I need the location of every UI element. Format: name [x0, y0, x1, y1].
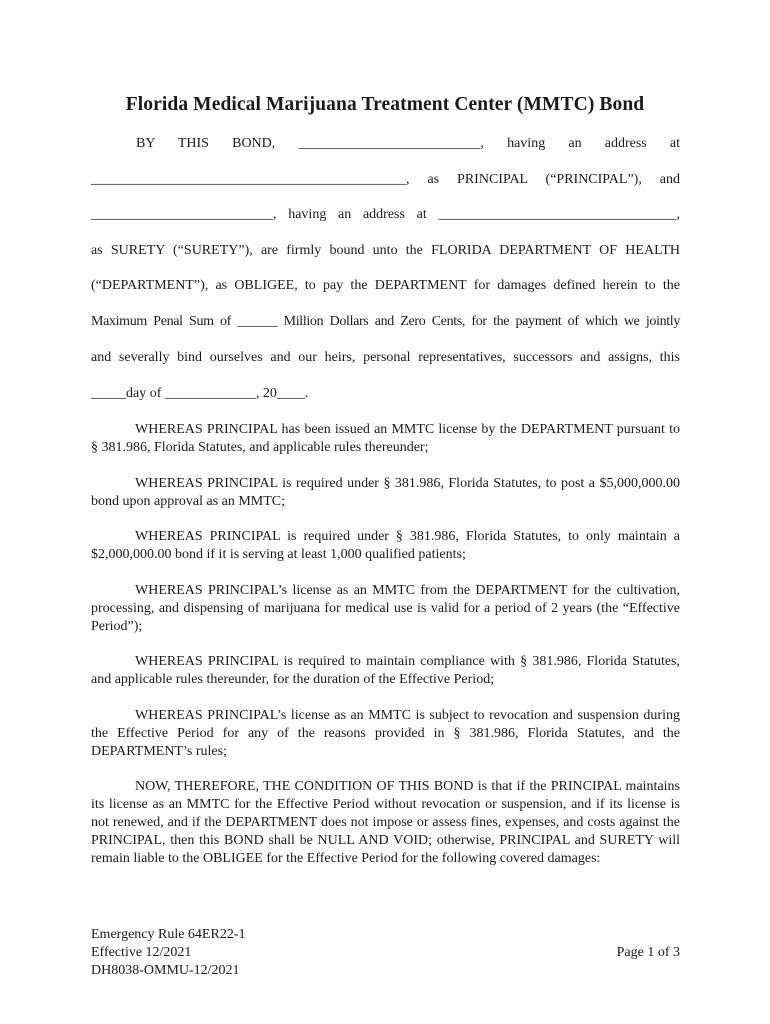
- opening-line-2: _____________________________________________, as PRINCIPAL (“PRINCIPAL”), and: [91, 172, 680, 187]
- footer-rule: Emergency Rule 64ER22-1: [91, 927, 246, 942]
- opening-line-4: as SURETY (“SURETY”), are firmly bound unto the FLORIDA DEPARTMENT OF HEALTH: [91, 243, 680, 258]
- opening-line-6: Maximum Penal Sum of ______ Million Dollars and Zero Cents, for the payment of which we jointly: [91, 314, 680, 329]
- opening-line-8: _____day of _____________, 20____.: [91, 386, 309, 401]
- condition-paragraph: NOW, THEREFORE, THE CONDITION OF THIS BOND is that if the PRINCIPAL maintains its license as an MMTC for the Effective Period without revocation or suspension, and if its license is not renewed, and if the DEPARTMENT does not impose or assess fines, expenses, and costs against the PRINCIPAL, then this BOND shall be NULL AND VOID; otherwise, PRINCIPAL and SURETY will remain liable to the OBLIGEE for the Effective Period for the following covered damages:: [91, 779, 680, 866]
- whereas-paragraph-4: WHEREAS PRINCIPAL’s license as an MMTC from the DEPARTMENT for the cultivation, processing, and dispensing of marijuana for medical use is valid for a period of 2 years (the “Effective Period”);: [91, 583, 680, 634]
- whereas-paragraph-6: WHEREAS PRINCIPAL’s license as an MMTC is subject to revocation and suspension during the Effective Period for any of the reasons provided in § 381.986, Florida Statutes, and the DEPARTMENT’s rules;: [91, 708, 680, 759]
- whereas-paragraph-3: WHEREAS PRINCIPAL is required under § 381.986, Florida Statutes, to only maintain a $2,000,000.00 bond if it is serving at least 1,000 qualified patients;: [91, 529, 680, 562]
- page-number: Page 1 of 3: [616, 945, 680, 960]
- opening-line-3: __________________________, having an address at __________________________________,: [91, 207, 680, 222]
- whereas-paragraph-1: WHEREAS PRINCIPAL has been issued an MMTC license by the DEPARTMENT pursuant to § 381.986, Florida Statutes, and applicable rules thereunder;: [91, 422, 680, 455]
- footer-form-info: [91, 926, 246, 980]
- footer-form-id: DH8038-OMMU-12/2021: [91, 963, 240, 978]
- opening-line-7: and severally bind ourselves and our heirs, personal representatives, successors and assigns, this: [91, 350, 680, 365]
- opening-line-1: BY THIS BOND, __________________________, having an address at: [136, 136, 680, 151]
- opening-line-5: (“DEPARTMENT”), as OBLIGEE, to pay the DEPARTMENT for damages defined herein to the: [91, 278, 680, 293]
- footer-effective-date: Effective 12/2021: [91, 945, 192, 960]
- document-title: Florida Medical Marijuana Treatment Center (MMTC) Bond: [125, 94, 645, 115]
- whereas-paragraph-2: WHEREAS PRINCIPAL is required under § 381.986, Florida Statutes, to post a $5,000,000.00 bond upon approval as an MMTC;: [91, 476, 680, 509]
- whereas-paragraph-5: WHEREAS PRINCIPAL is required to maintain compliance with § 381.986, Florida Statutes, and applicable rules thereunder, for the duration of the Effective Period;: [91, 654, 680, 687]
